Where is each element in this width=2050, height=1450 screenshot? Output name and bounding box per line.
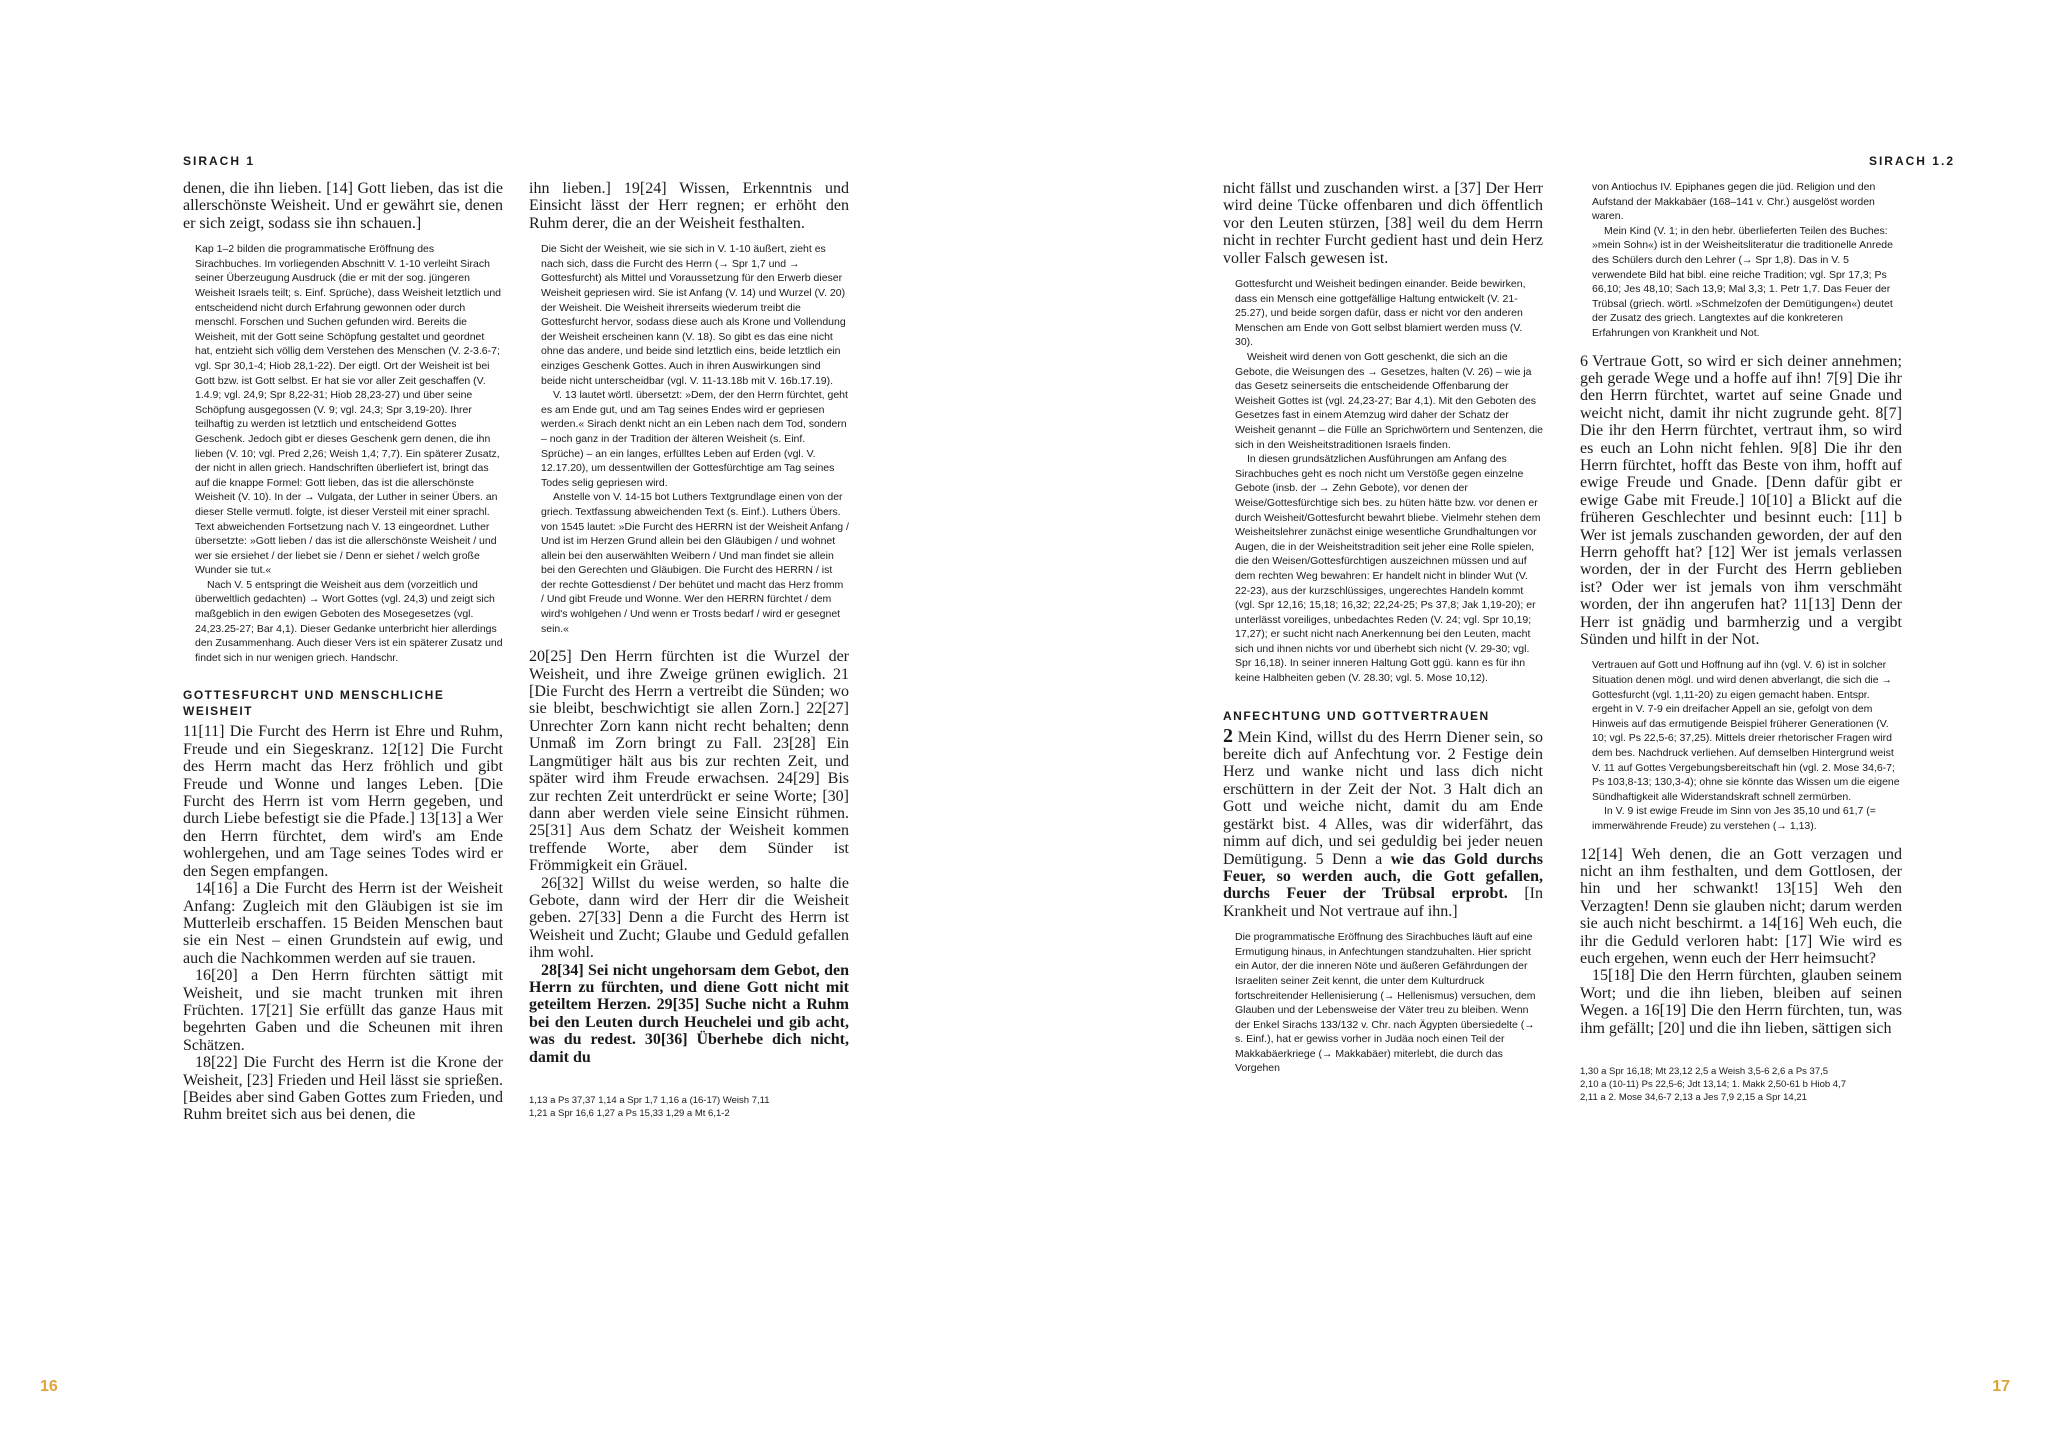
bible-text: 20[25] Den Herrn fürchten ist die Wurzel der Weisheit, und ihre Zweige grünen ewiglich. 21 [Die Furcht des Herrn a vertreibt die Sünden; wo sie bleibt, beschwichtigt sie allen Zorn.] 22[27] Unrechter Zorn kann nicht recht behalten; denn Unmaß im Zorn bringt zu Fall. 23[28] Ein Langmütiger hält aus bis zur rechten Zeit, und später wird ihm Freude erwachsen. 24[29] Bis zur rechten Zeit unterdrückt er seine Worte; [30] dann aber werden viele seine Einsicht rühmen. 25[31] Aus dem Schatz der Weisheit kommen treffende Worte, aber dem Sünder ist Frömmigkeit ein Gräuel. — [529, 648, 849, 875]
commentary-paragraph: In diesen grundsätzlichen Ausführungen am Anfang des Sirachbuches geht es noch nicht um Verstöße gegen einzelne Gebote (insb. der → Zehn Gebote), vor denen der Weise/Gottesfürchtige sich bes. zu hüten hätte bzw. vor denen er durch Weisheit/Gottesfurcht bewahrt bliebe. Vielmehr stehen dem Weisheitslehrer zunächst einige wesentliche Grundhaltungen vor Augen, die in der Weisheitstradition seit jeher eine Rolle spielen, die den Weisen/Gottesfürchtigen auszeichnen müssen und auf dem rechten Weg bewahren: Er handelt nicht in blinder Wut (V. 22-23), aus der kurzschlüssiges, ungerechtes Handeln kommt (vgl. Spr 12,16; 15,18; 16,32; 22,24-25; Ps 37,8; Jak 1,19-20); er unterlässt voreiliges, unbedachtes Reden (V. 24; vgl. Spr 10,19; 17,27); er sucht nicht nach Anerkennung bei den Leuten, macht sich und ihnen nichts vor und überhebt sich nicht (V. 29-30; vgl. Spr 16,18). In seiner inneren Haltung Gott ggü. kann es für ihn keine Halbheiten geben (V. 28.30; vgl. 5. Mose 10,12). — [1235, 453, 1541, 685]
commentary-block — [183, 242, 503, 665]
running-header-left: SIRACH 1 — [183, 154, 256, 168]
bible-text: 16[20] a Den Herrn fürchten sättigt mit Weisheit, und sie macht trunken mit ihren Früchten. 17[21] Sie erfüllt das ganze Haus mit begehrten Gaben und die Scheunen mit ihren Schätzen. — [183, 967, 503, 1054]
commentary-paragraph: Anstelle von V. 14-15 bot Luthers Textgrundlage einen von der griech. Textfassung abweichenden Text (s. Einf.). Luthers Übers. von 1545 lautet: »Die Furcht des HERRN ist der Weisheit Anfang / Und ist im Herzen Grund allein bei den Gläubigen / und wohnet allein bei den auserwählten Weibern / Und man findet sie allein bei den Gerechten und Gläubigen. Die Furcht des HERRN / ist der rechte Gottesdienst / Der behütet und macht das Herz fromm / Und gibt Freude und Wonne. Wer den HERRN fürchtet / dem wird's wohlgehen / Und wenn er Trosts bedarf / wird er gesegnet sein.« — [541, 491, 849, 635]
commentary-block — [1223, 277, 1543, 686]
footnote-line: 1,13 a Ps 37,37 1,14 a Spr 1,7 1,16 a (16-17) Weish 7,11 — [529, 1095, 770, 1106]
bible-text: 12[14] Weh denen, die an Gott verzagen und nicht an ihm festhalten, und dem Gottlosen, der hin und her schwankt! 13[15] Weh den Verzagten! Denn sie glauben nicht; darum werden sie auch nicht beschirmt. a 14[16] Weh euch, die ihr die Geduld verloren habt: [17] Wie wird es euch ergehen, wenn euch der Herr heimsucht? — [1580, 845, 1902, 967]
commentary-paragraph: Weisheit wird denen von Gott geschenkt, die sich an die Gebote, die Weisungen des → Gesetzes, halten (V. 26) – wie ja das Gesetz seinerseits die entscheidende Offenbarung der Weisheit Gottes ist (vgl. 24,23-27; Bar 4,1). Mit den Geboten des Gesetzes fast in einem Atemzug wird daher der Schatz der Weisheit genannt – die Fülle an Sprichwörtern und Sentenzen, die sich in den Weisheitstraditionen Israels finden. — [1235, 351, 1544, 451]
column-2 — [529, 180, 849, 1120]
footnotes — [529, 1094, 849, 1120]
bible-text: nicht fällst und zuschanden wirst. a [37] Der Herr wird deine Tücke offenbaren und dich öffentlich vor den Leuten stürzen, [38] weil du dem Herrn nicht in rechter Furcht gedient hast und dein Herz voller Falsch gewesen ist. — [1223, 180, 1543, 267]
running-header-right: SIRACH 1.2 — [1868, 154, 1955, 168]
bible-text: [In Krankheit und Not vertraue auf ihn.] — [1223, 885, 1543, 920]
column-4 — [1580, 180, 1902, 1104]
commentary-paragraph: Kap 1–2 bilden die programmatische Eröffnung des Sirachbuches. Im vorliegenden Abschnitt V. 1-10 verleiht Sirach seiner Überzeugung Ausdruck (die er mit der sog. jüngeren Weisheit Israels teilt; s. Einf. Sprüche), dass Weisheit letztlich und entscheidend nicht durch Erfahrung gewonnen oder durch menschl. Forschen und Suchen gefunden wird. Bereits die Weisheit, mit der Gott seine Schöpfung gestaltet und geordnet hat, entzieht sich völlig dem Verstehen des Menschen (V. 2-3.6-7; vgl. Spr 30,1-4; Hiob 28,1-22). Der eigtl. Ort der Weisheit ist bei Gott bzw. ist Gott selbst. Er hat sie vor aller Zeit geschaffen (V. 1.4.9; vgl. 24,9; Spr 8,22-31; Hiob 28,23-27) und über seine Schöpfung ausgegossen (V. 9; vgl. 24,3; Spr 3,19-20). Ihrer teilhaftig zu werden ist letztlich und entscheidend Gottes Geschenk. Jedoch gibt er dieses Geschenk gern denen, die ihn lieben (V. 10; vgl. Pred 2,26; Weish 1,4; 7,7). Ein späterer Zusatz, der nicht in allen griech. Handschriften überliefert ist, bringt das auf die knappe Formel: Gott lieben, das ist die allerschönste Weisheit (V. 10). In der → Vulgata, der Luther in seiner Übers. an dieser Stelle vermutl. folgte, ist dieser Versteil mit einer sprachl. Text abweichenden Fortsetzung nach V. 13 eingeordnet. Luther übersetzte: »Gott lieben / das ist die allerschönste Weisheit / und wer sie ersiehet / der liebet sie / Denn er siehet / welch große Wunder sie tut.« — [195, 243, 501, 577]
commentary-block — [1580, 658, 1902, 833]
commentary-paragraph: von Antiochus IV. Epiphanes gegen die jüd. Religion und den Aufstand der Makkabäer (168–141 v. Chr.) ausgelöst worden waren. — [1592, 181, 1876, 223]
bible-text: ihn lieben.] 19[24] Wissen, Erkenntnis und Einsicht lässt der Herr regnen; er erhöht den Ruhm derer, die an der Weisheit festhalten. — [529, 180, 849, 232]
bible-text: 26[32] Willst du weise werden, so halte die Gebote, dann wird der Herr dir die Weisheit geben. 27[33] Denn a die Furcht des Herrn ist Weisheit und Zucht; Glaube und Geduld gefallen ihm wohl. — [529, 874, 849, 962]
bible-text: Mein Kind, willst du des Herrn Diener sein, so bereite dich auf Anfechtung vor. 2 Festige dein Herz und wanke nicht und lass dich nicht erschüttern in der Zeit der Not. 3 Halt dich an Gott und weiche nicht, damit du am Ende gestärkt bist. 4 Alles, was dir widerfährt, das nimm auf dich, und sei geduldig bei jeder neuen Demütigung. 5 Denn a — [1223, 728, 1544, 868]
bible-text: 11[11] Die Furcht des Herrn ist Ehre und Ruhm, Freude und ein Siegeskranz. 12[12] Die Furcht des Herrn macht das Herz fröhlich und gibt Freude und Wonne und langes Leben. [Die Furcht des Herrn ist vom Herrn gegeben, und durch Liebe befestigt sie die Pfade.] 13[13] a Wer den Herrn fürchtet, dem wird's am Ende wohlergehen, und am Tage seines Todes wird er den Segen empfangen. — [183, 723, 503, 880]
bible-text-emphasis: 28[34] Sei nicht ungehorsam dem Gebot, den Herrn zu fürchten, und diene Gott nicht mit geteiltem Herzen. 29[35] Suche nicht a Ruhm bei den Leuten durch Heuchelei und gib acht, was du redest. 30[36] Überhebe dich nicht, damit du — [529, 961, 849, 1066]
commentary-paragraph: Gottesfurcht und Weisheit bedingen einander. Beide bewirken, dass ein Mensch eine gottgefällige Haltung entwickelt (V. 21-25.27), und beide sorgen dafür, dass er nicht vor den anderen Menschen am Ende von Gott selbst blamiert werden muss (V. 30). — [1235, 278, 1526, 349]
commentary-paragraph: Nach V. 5 entspringt die Weisheit aus dem (vorzeitlich und überweltlich gedachten) → Wort Gottes (vgl. 24,3) und zeigt sich maßgeblich in den ewigen Geboten des Mosegesetzes (vgl. 24,23.25-27; Bar 4,1). Dieser Gedanke unterbricht hier allerdings den Zusammenhang. Auch dieser Vers ist ein späterer Zusatz und findet sich in nur wenigen griech. Handschr. — [195, 578, 503, 664]
bible-text-emphasis: wie das Gold durchs Feuer, so werden auch, die Gott gefallen, durchs Feuer der Trübsal erprobt. — [1223, 850, 1543, 903]
column-1 — [183, 180, 503, 1124]
footnote-line: 1,21 a Spr 16,6 1,27 a Ps 15,33 1,29 a Mt 6,1-2 — [529, 1108, 730, 1119]
footnotes — [1580, 1065, 1902, 1104]
column-3 — [1223, 180, 1543, 1088]
commentary-block — [1223, 930, 1543, 1076]
commentary-block — [1580, 180, 1902, 341]
bible-text: denen, die ihn lieben. [14] Gott lieben, das ist die allerschönste Weisheit. Und er gewährt sie, denen er sich zeigt, sodass sie ihn schauen.] — [183, 180, 503, 232]
bible-text: 6 Vertraue Gott, so wird er sich deiner annehmen; geh gerade Wege und a hoffe auf ihn! 7[9] Die ihr den Herrn fürchtet, wartet auf seine Gnade und weicht nicht, damit ihr nicht zugrunde geht. 8[7] Die ihr den Herrn fürchtet, vertraut ihm, so wird es euch an Lohn nicht fehlen. 9[8] Die ihr den Herrn fürchtet, hofft das Beste von ihm, hofft auf ewige Freude und Gnade. [Denn dafür gibt er ewige Gabe mit Freude.] 10[10] a Blickt auf die früheren Geschlechter und besinnt euch: [11] b Wer ist jemals zuschanden geworden, der auf den Herrn gehofft hat? [12] Wer ist jemals verlassen worden, der in der Furcht des Herrn geblieben ist? Oder wer ist jemals von ihm verschmäht worden, der ihn angerufen hat? 11[13] Denn der Herr ist gnädig und barmherzig und a vergibt Sünden und hilft in der Not. — [1580, 352, 1902, 649]
commentary-paragraph: In V. 9 ist ewige Freude im Sinn von Jes 35,10 und 61,7 (= immerwährende Freude) zu verstehen (→ 1,13). — [1592, 805, 1876, 832]
commentary-paragraph: Vertrauen auf Gott und Hoffnung auf ihn (vgl. V. 6) ist in solcher Situation denen mögl. und wird denen abverlangt, die sich die → Gottesfurcht (vgl. 1,11-20) zu eigen gemacht haben. Entspr. ergeht in V. 7-9 ein dreifacher Appell an sie, gefolgt von dem Hinweis auf das ermutigende Beispiel früherer Generationen (V. 10; vgl. Ps 22,5-6; 37,25). Mittels dreier rhetorischer Fragen wird dem bes. Nachdruck verliehen. Auf demselben Hintergrund weist V. 11 auf Gottes Vergebungsbereitschaft hin (vgl. 2. Mose 34,6-7; Ps 103,8-13; 130,3-4); ohne sie könnte das Wissen um die eigene Sündhaftigkeit alle Widerstandskraft schnell zermürben. — [1592, 659, 1900, 803]
commentary-paragraph: Die programmatische Eröffnung des Sirachbuches läuft auf eine Ermutigung hinaus, in Anfechtungen standzuhalten. Hier spricht ein Autor, der die inneren Nöte und äußeren Gefährdungen der Israeliten seiner Zeit kennt, die unter dem Kulturdruck fortschreitender Hellenisierung (→ Hellenismus) versuchen, dem Glauben und der Lebensweise der Väter treu zu bleiben. Wenn der Enkel Sirachs 133/132 v. Chr. nach Ägypten übersiedelte (→ s. Einf.), hat er gewiss vorher in Judäa noch einen Teil der Makkabäerkriege (→ Makkabäer) miterlebt, die durch das Vorgehen — [1235, 931, 1536, 1075]
chapter-number: 2 — [1223, 724, 1233, 747]
bible-text: 14[16] a Die Furcht des Herrn ist der Weisheit Anfang: Zugleich mit den Gläubigen ist sie im Mutterleib erschaffen. 15 Beiden Menschen baut sie ein Nest – einen Grundstein auf ewig, und auch die Nachkommen werden auf sie trauen. — [183, 880, 503, 967]
section-heading: GOTTESFURCHT UND MENSCHLICHE WEISHEIT — [183, 688, 445, 719]
commentary-paragraph: Mein Kind (V. 1; in den hebr. überlieferten Teilen des Buches: »mein Sohn«) ist in der Weisheitsliteratur die traditionelle Anrede des Schülers durch den Lehrer (→ Spr 1,8). Das in V. 5 verwendete Bild hat bibl. eine reiche Tradition; vgl. Spr 17,3; Ps 66,10; Jes 48,10; Sach 13,9; Mal 3,3; 1. Petr 1,7. Das Feuer der Trübsal (griech. wörtl. »Schmelzofen der Demütigungen«) deutet der Zusatz des griech. Langtextes auf die konkreteren Erfahrungen von Krankheit und Not. — [1592, 224, 1893, 339]
bible-text — [1223, 724, 1544, 920]
bible-text: 15[18] Die den Herrn fürchten, glauben seinem Wort; und die ihn lieben, bleiben auf seinen Wegen. a 16[19] Die den Herrn fürchten, tun, was ihm gefällt; [20] und die ihn lieben, sättigen sich — [1580, 967, 1902, 1037]
commentary-paragraph: Die Sicht der Weisheit, wie sie sich in V. 1-10 äußert, zieht es nach sich, dass die Furcht des Herrn (→ Spr 1,7 und → Gottesfurcht) als Mittel und Voraussetzung für den Erwerb dieser Weisheit gepriesen wird. Sie ist Anfang (V. 14) und Wurzel (V. 20) der Weisheit. Die Weisheit ihrerseits wiederum treibt die Gottesfurcht hervor, sodass diese auch als Krone und Vollendung der Weisheit erscheinen kann (V. 18). So gibt es das eine nicht ohne das andere, und beide sind letztlich eins, beide letztlich ein einziges Geschenk Gottes. Auch in ihren Auswirkungen sind beide nicht unterscheidbar (vgl. V. 11-13.18b mit V. 16b.17.19). — [541, 243, 846, 387]
commentary-block — [529, 242, 849, 636]
page-number-left: 16 — [40, 1378, 58, 1395]
footnote-line: 2,10 a (10-11) Ps 22,5-6; Jdt 13,14; 1. Makk 2,50-61 b Hiob 4,7 — [1580, 1079, 1846, 1091]
commentary-paragraph: V. 13 lautet wörtl. übersetzt: »Dem, der den Herrn fürchtet, geht es am Ende gut, und am Tag seines Endes wird er gepriesen werden.« Sirach denkt nicht an ein Leben nach dem Tod, sondern – noch ganz in der Tradition der älteren Weisheit (s. Einf. Sprüche) – an ein langes, erfülltes Leben auf Erden (vgl. V. 12.17.20), um dessentwillen der Gottesfürchtige am Tag seines Todes selig gepriesen wird. — [541, 389, 848, 489]
section-heading: ANFECHTUNG UND GOTTVERTRAUEN — [1223, 708, 1490, 723]
page-number-right: 17 — [1992, 1378, 2010, 1395]
bible-text: 18[22] Die Furcht des Herrn ist die Krone der Weisheit, [23] Frieden und Heil lässt sie sprießen. [Beides aber sind Gaben Gottes zum Frieden, und Ruhm breitet sich aus bei denen, die — [183, 1054, 503, 1124]
footnote-line: 1,30 a Spr 16,18; Mt 23,12 2,5 a Weish 3,5-6 2,6 a Ps 37,5 — [1580, 1066, 1829, 1078]
footnote-line: 2,11 a 2. Mose 34,6-7 2,13 a Jes 7,9 2,15 a Spr 14,21 — [1580, 1092, 1807, 1104]
